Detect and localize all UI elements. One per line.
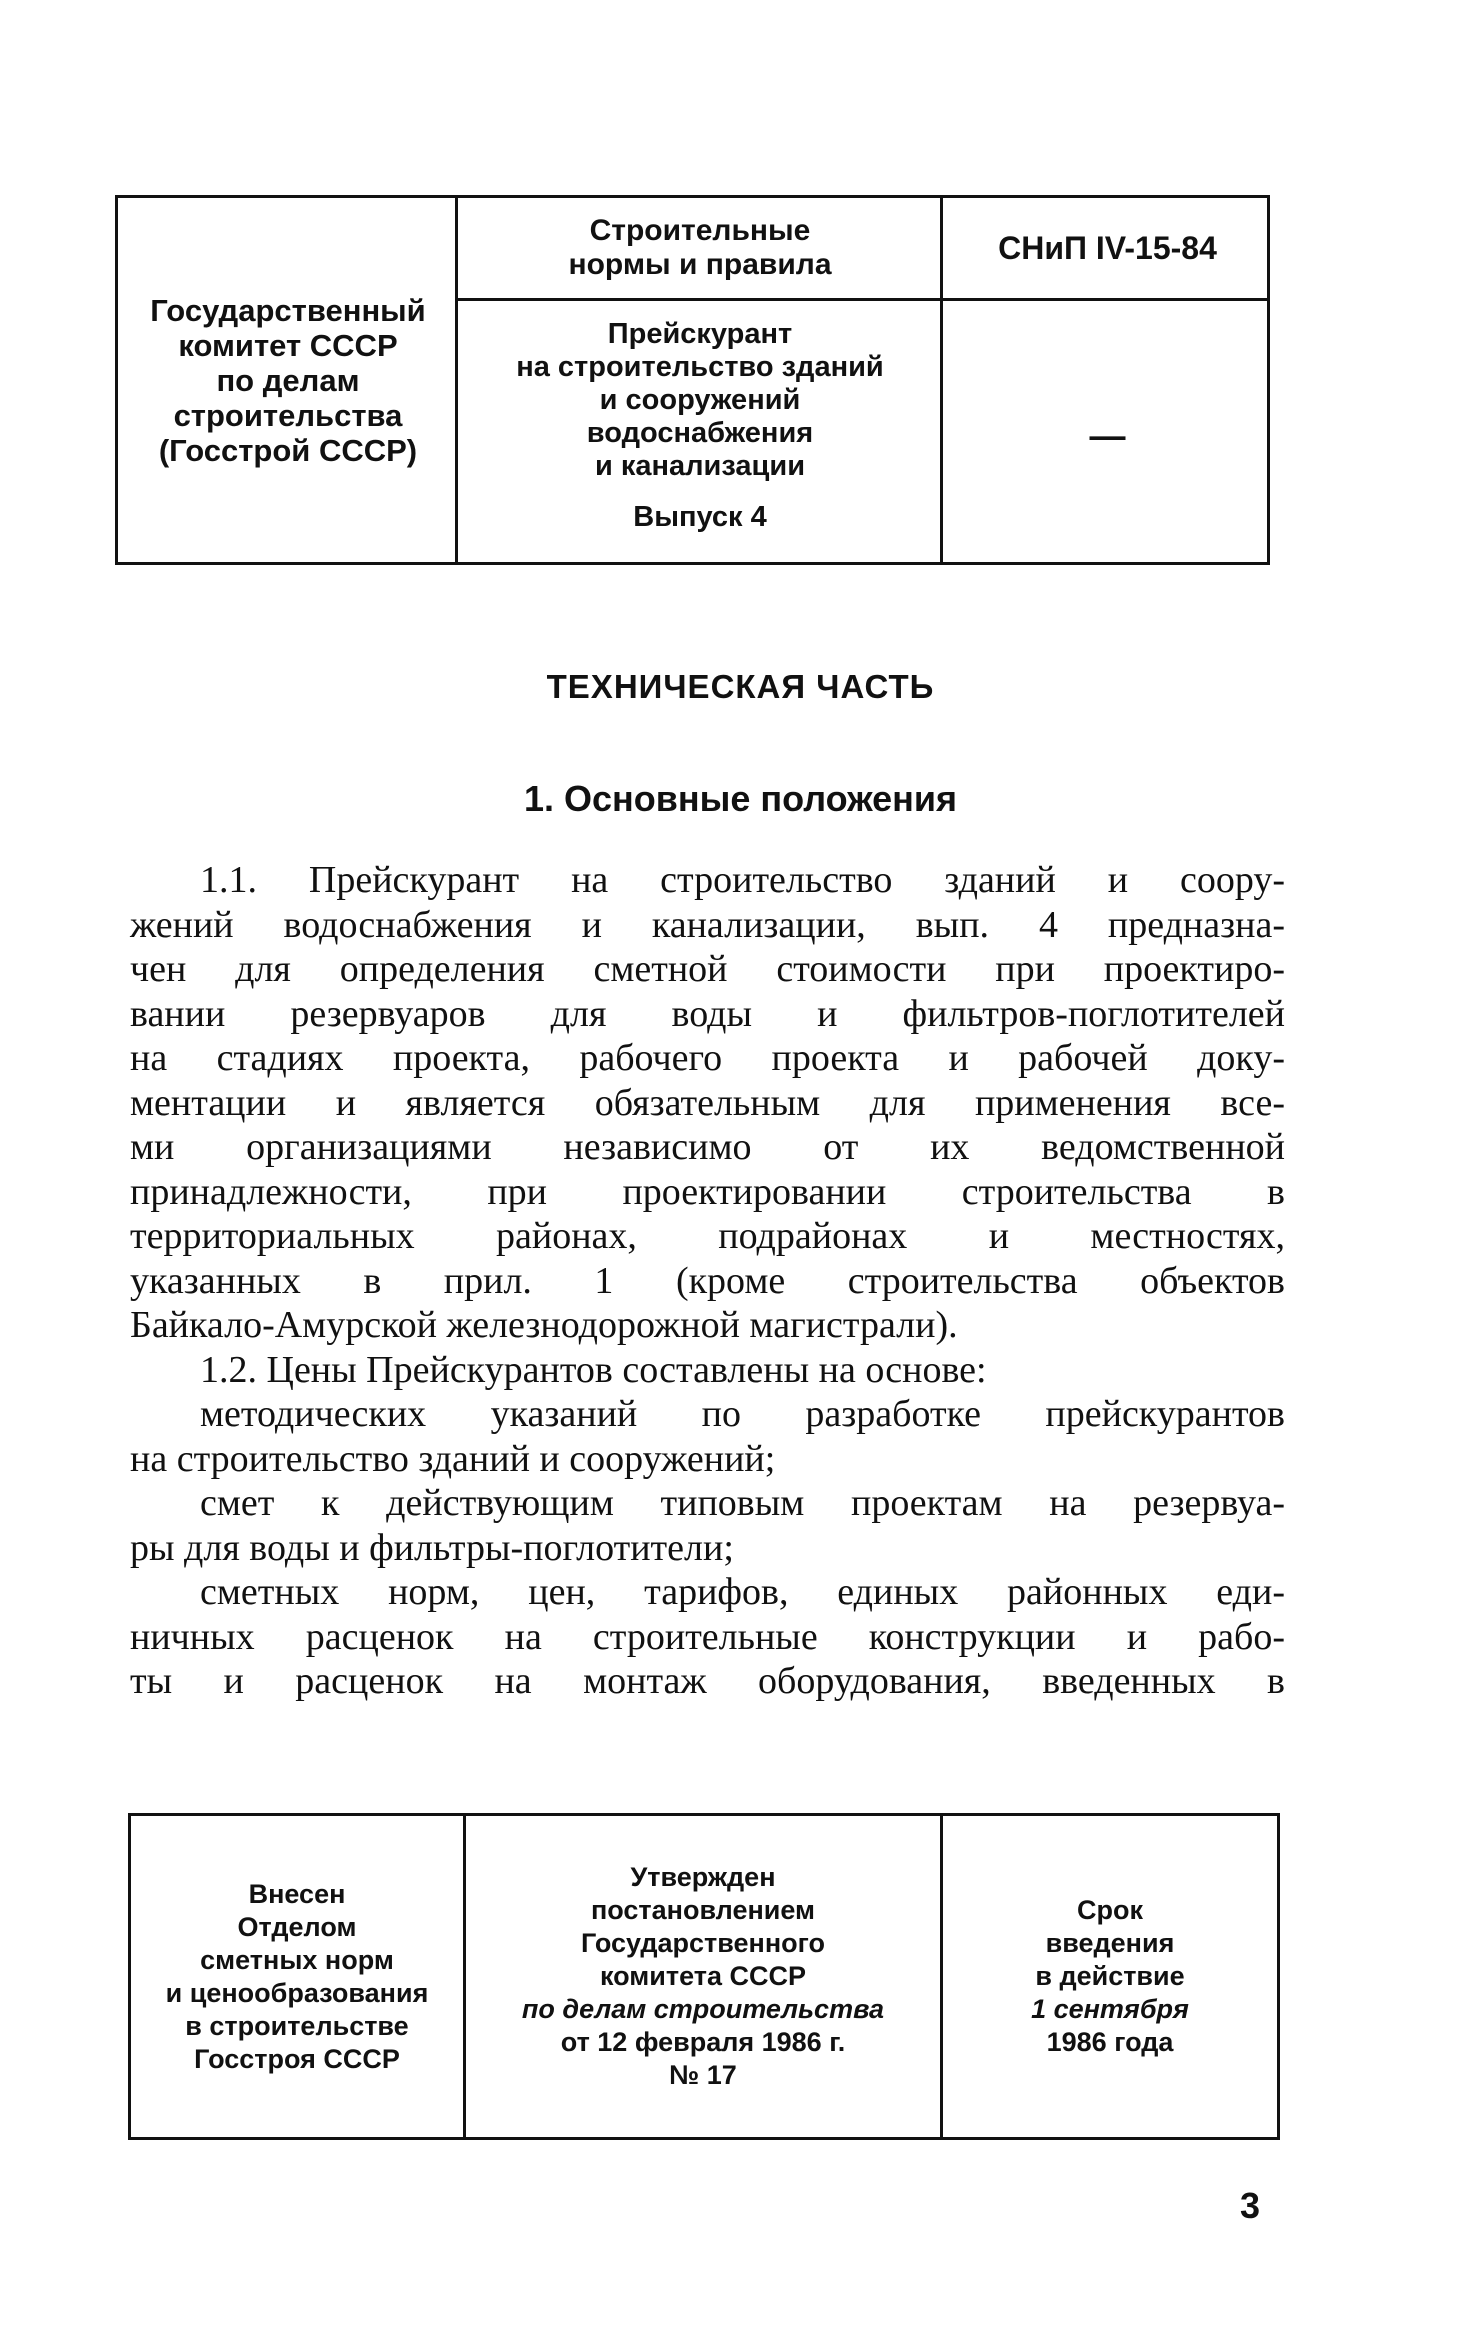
text-line: ментации и является обязательным для применения все- [130,1081,1285,1124]
empty-cell-dash: — [1089,414,1126,456]
document-code: СНиП IV-15-84 [998,229,1217,266]
page-number: 3 [1240,2185,1261,2226]
norms-line: нормы и правила [568,248,832,281]
effective-line: 1 сентября [1031,1994,1189,2024]
header-table [115,195,1270,565]
text-line: жений водоснабжения и канализации, вып. 4 предназна- [130,903,1285,946]
section-title: ТЕХНИЧЕСКАЯ ЧАСТЬ [546,668,935,705]
effective-line: введения [1045,1928,1175,1958]
text-line: сметных норм, цен, тарифов, единых районных еди- [200,1571,1285,1613]
text-line: методических указаний по разработке прейскурантов [200,1393,1285,1435]
header-divider-2 [940,198,943,562]
issuing-organization [118,198,458,562]
price-line: водоснабжения [586,417,814,449]
effective-line: Срок [1077,1895,1143,1925]
price-line: и сооружений [599,384,801,416]
text-line: на строительство зданий и сооружений; [130,1437,776,1480]
org-line: по делам [216,362,360,398]
approved-line: от 12 февраля 1986 г. [560,2027,846,2057]
approved-by [466,1816,940,2137]
effective-date [943,1816,1277,2137]
text-line: ты и расценок на монтаж оборудования, введенных в [130,1660,1285,1702]
price-line: на строительство зданий [516,351,884,383]
effective-line: в действие [1035,1961,1185,1991]
text-line: вании резервуаров для воды и фильтров-поглотителей [130,992,1285,1035]
text-line: на стадиях проекта, рабочего проекта и рабочей доку- [130,1037,1285,1079]
norms-title [460,198,940,298]
submitted-line: в строительстве [185,2010,409,2041]
submitted-line: Госстроя СССР [194,2043,400,2074]
text-line: территориальных районах, подрайонах и местностях, [130,1215,1285,1257]
org-line: строительства [173,397,403,433]
org-line: комитет СССР [178,327,398,363]
body-text [130,858,1285,1704]
submitted-by [131,1816,463,2137]
text-line: Байкало-Амурской железнодорожной магистрали). [130,1304,958,1346]
effective-line: 1986 года [1046,2027,1174,2057]
text-line: ми организациями независимо от их ведомственной [130,1126,1285,1168]
approved-line: № 17 [669,2060,737,2090]
footer-table [128,1813,1280,2140]
org-line: (Госстрой СССР) [158,432,418,468]
norms-line: Строительные [589,214,811,247]
submitted-line: Отделом [237,1911,357,1942]
text-line: ры для воды и фильтры-поглотители; [130,1526,734,1569]
text-line: принадлежности, при проектировании строительства в [130,1170,1285,1213]
text-line: чен для определения сметной стоимости при проектиро- [130,948,1285,990]
header-mid-rule [458,298,1270,301]
footer-border-right [1277,1816,1280,2137]
submitted-line: Внесен [248,1878,346,1909]
approved-line: постановлением [590,1895,816,1925]
price-line: Прейскурант [607,318,793,350]
text-line: 1.1. Прейскурант на строительство зданий и соору- [200,859,1285,901]
price-list-title [460,318,940,558]
approved-line: по делам строительства [521,1994,885,2024]
text-line: смет к действующим типовым проектам на резервуа- [200,1482,1285,1524]
text-line: 1.2. Цены Прейскурантов составлены на основе: [200,1348,987,1391]
price-line: и канализации [594,450,806,482]
subsection-title: 1. Основные положения [523,778,958,819]
text-line: указанных в прил. 1 (кроме строительства объектов [130,1259,1285,1302]
text-line: ничных расценок на строительные конструкции и рабо- [130,1615,1285,1658]
org-line: Государственный [150,292,426,328]
approved-line: Утвержден [630,1862,776,1892]
approved-line: комитета СССР [600,1961,806,1991]
issue-number: Выпуск 4 [633,501,767,533]
submitted-line: сметных норм [200,1944,394,1975]
approved-line: Государственного [580,1928,826,1958]
submitted-line: и ценообразования [165,1977,429,2008]
